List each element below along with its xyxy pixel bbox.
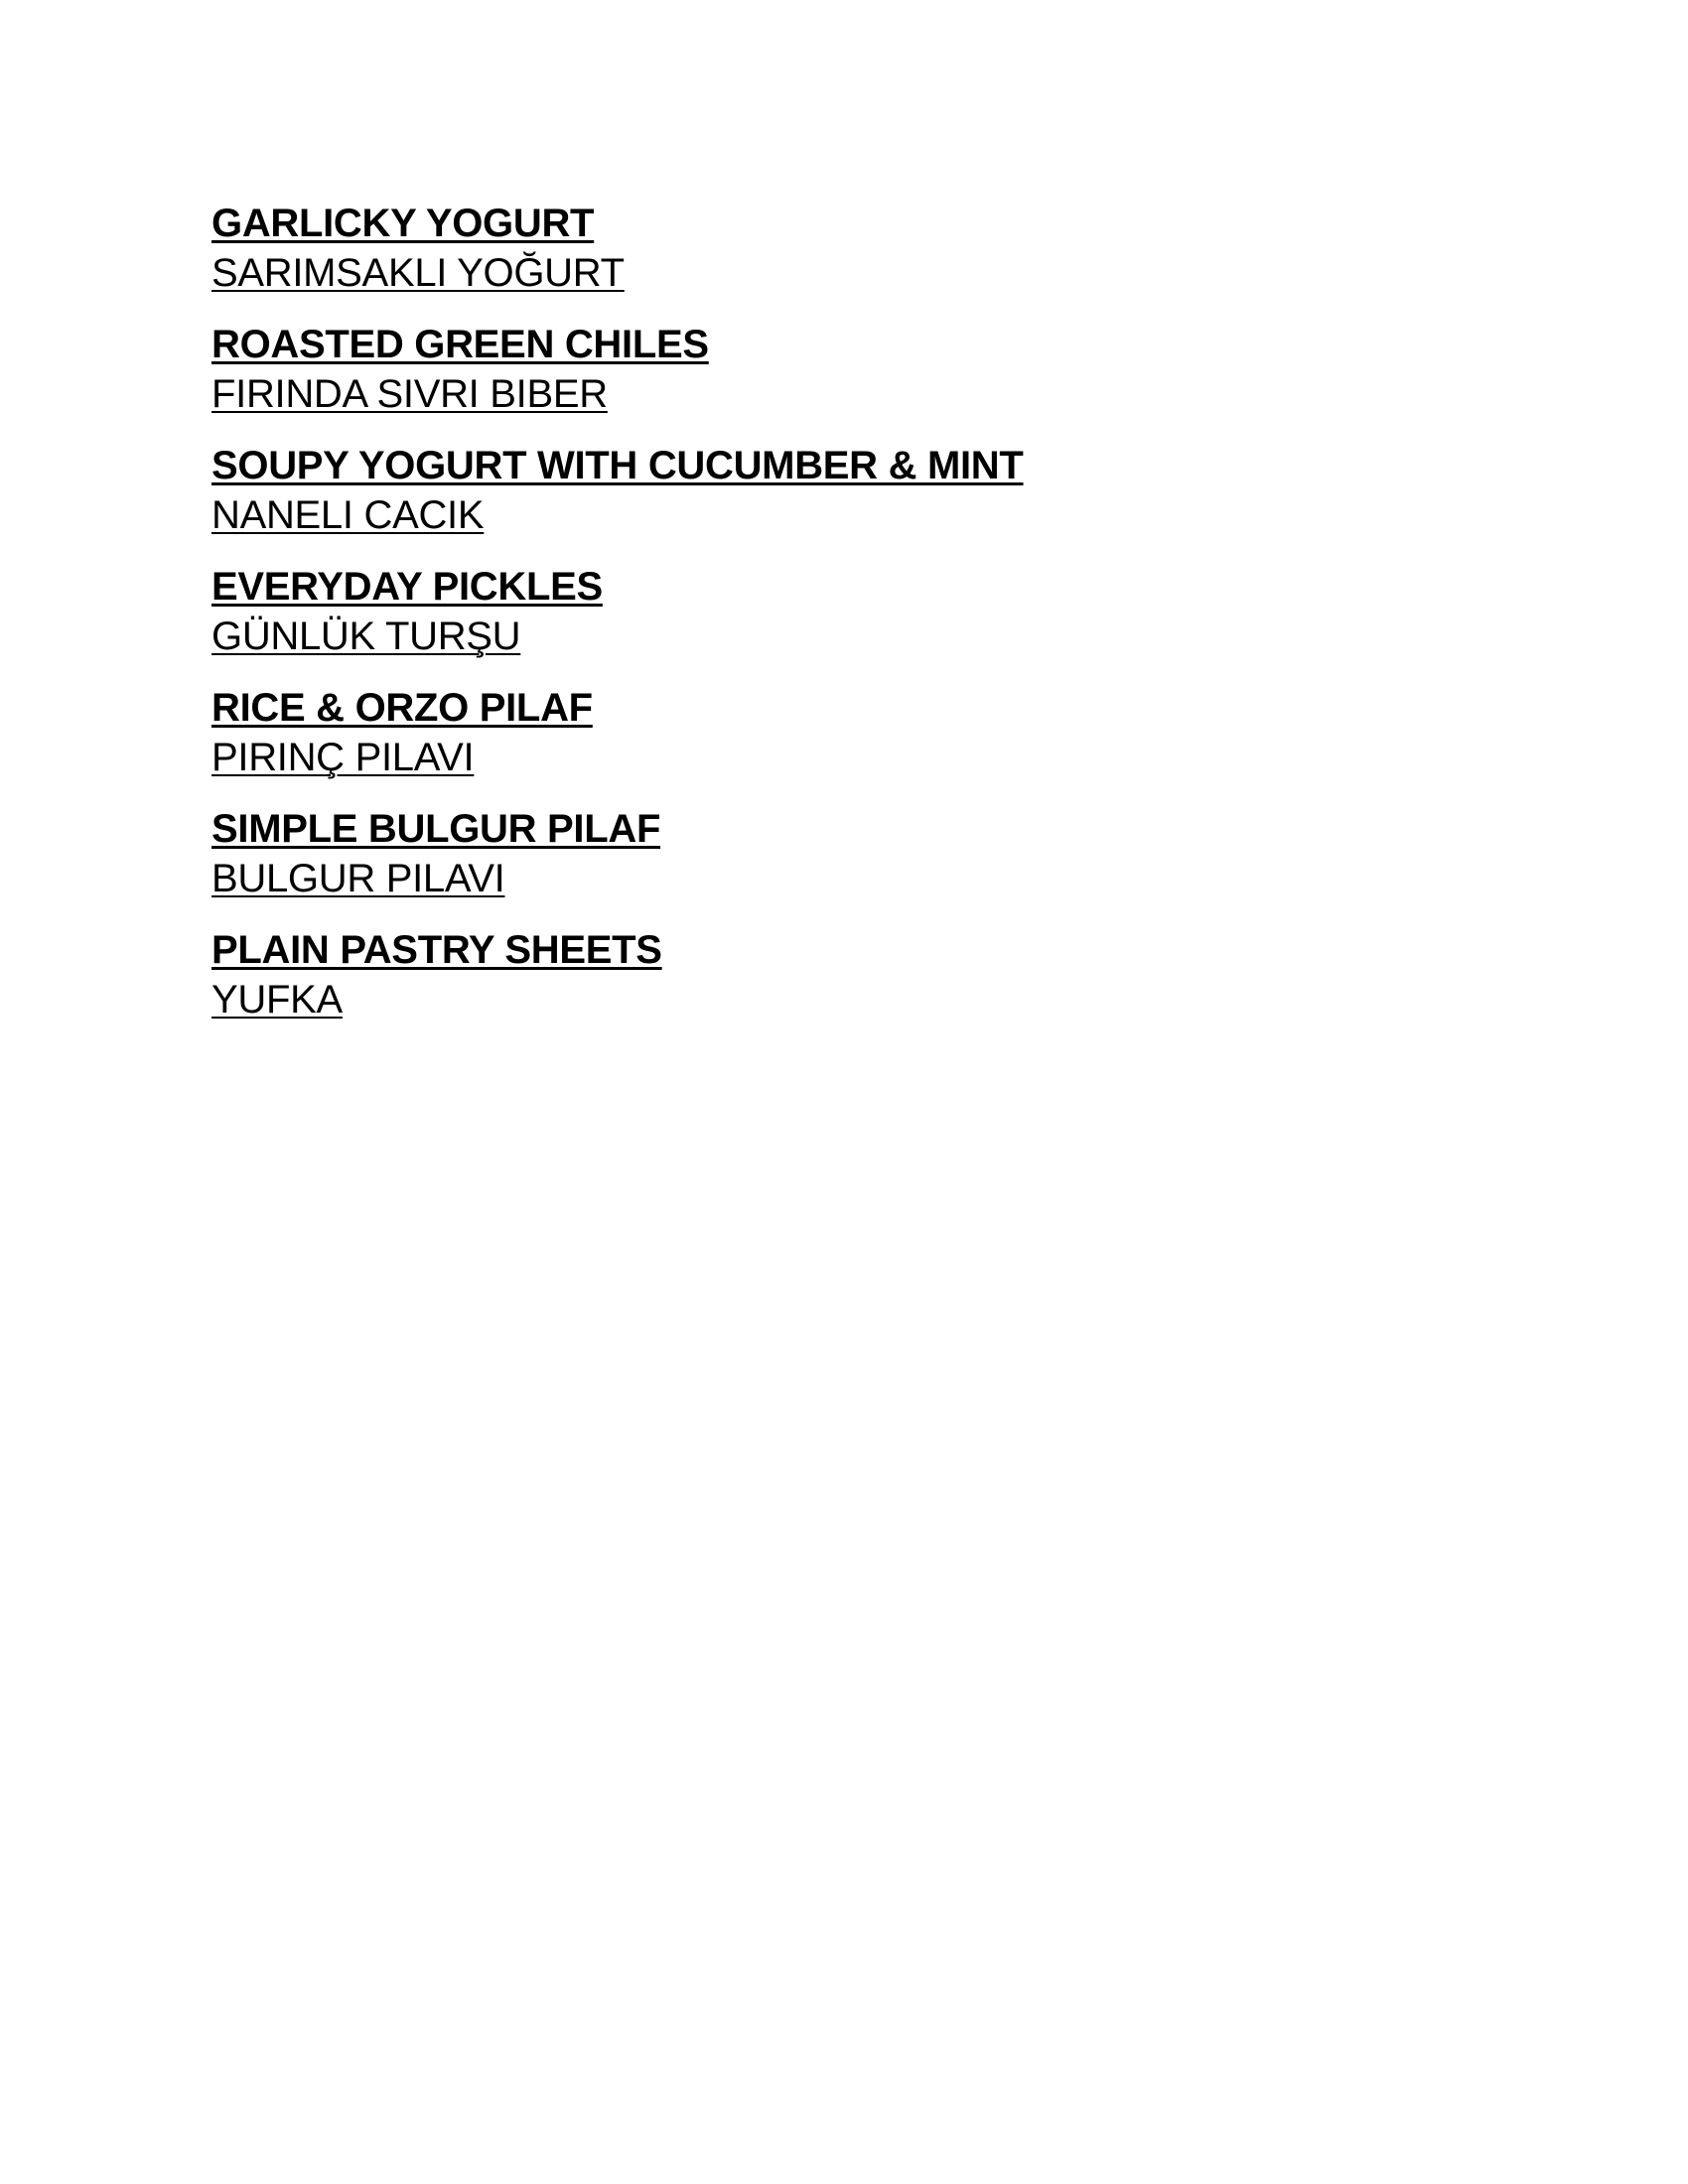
recipe-link-roasted-green-chiles[interactable] <box>211 320 1502 419</box>
recipe-turkish-title[interactable]: PIRINÇ PILAVI <box>211 736 475 779</box>
recipe-title[interactable]: RICE & ORZO PILAF <box>211 686 593 730</box>
list-item <box>211 804 1502 903</box>
recipe-title[interactable]: SOUPY YOGURT WITH CUCUMBER & MINT <box>211 444 1024 487</box>
list-item <box>211 562 1502 661</box>
recipe-title[interactable]: SIMPLE BULGUR PILAF <box>211 807 661 851</box>
recipe-link-soupy-yogurt[interactable] <box>211 441 1502 540</box>
recipe-link-garlicky-yogurt[interactable] <box>211 199 1502 298</box>
recipe-link-rice-orzo-pilaf[interactable] <box>211 683 1502 782</box>
list-item <box>211 925 1502 1024</box>
recipe-list <box>211 199 1502 1046</box>
recipe-title[interactable]: PLAIN PASTRY SHEETS <box>211 928 662 972</box>
recipe-title[interactable]: EVERYDAY PICKLES <box>211 565 603 609</box>
recipe-link-simple-bulgur-pilaf[interactable] <box>211 804 1502 903</box>
list-item <box>211 683 1502 782</box>
list-item <box>211 320 1502 419</box>
recipe-link-everyday-pickles[interactable] <box>211 562 1502 661</box>
recipe-turkish-title[interactable]: GÜNLÜK TURŞU <box>211 614 521 658</box>
recipe-turkish-title[interactable]: YUFKA <box>211 978 343 1022</box>
recipe-title[interactable]: ROASTED GREEN CHILES <box>211 323 709 366</box>
recipe-title[interactable]: GARLICKY YOGURT <box>211 202 595 245</box>
recipe-turkish-title[interactable]: SARIMSAKLI YOĞURT <box>211 251 625 295</box>
list-item <box>211 441 1502 540</box>
list-item <box>211 199 1502 298</box>
recipe-turkish-title[interactable]: BULGUR PILAVI <box>211 857 505 900</box>
recipe-turkish-title[interactable]: FIRINDA SIVRI BIBER <box>211 372 608 416</box>
recipe-link-plain-pastry-sheets[interactable] <box>211 925 1502 1024</box>
recipe-turkish-title[interactable]: NANELI CACIK <box>211 493 485 537</box>
